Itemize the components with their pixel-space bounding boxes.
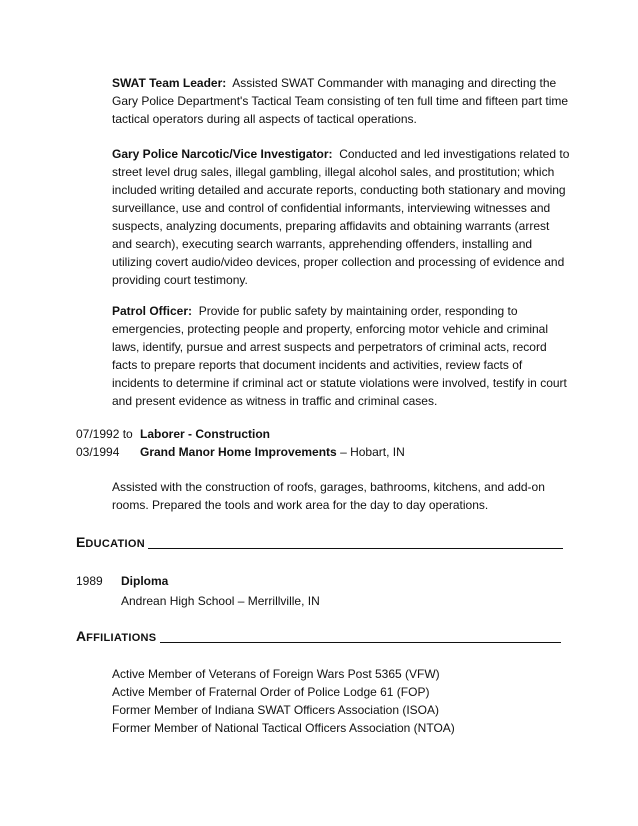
swat-text: Assisted SWAT Commander with managing and directing the Gary Police Department's Tactical Team consisting of ten full time and fifteen part time tactical operators during all aspects of tactical operations. [112,76,569,126]
patrol-text: Provide for public safety by maintaining order, responding to emergencies, protecting people and property, enforcing motor vehicle and criminal laws, identify, pursue and arrest suspects and perpetrators of criminal acts, record facts to prepare reports that document incidents and activities, review facts of incidents to determine if criminal act or statute violations were involved, testify in court and present evidence as witness in traffic and criminal cases. [112,304,567,408]
affiliations-rule [160,642,561,643]
patrol-title: Patrol Officer: [112,304,193,318]
affiliations-heading [76,628,156,644]
laborer-company: Grand Manor Home Improvements [140,445,337,459]
narcotics-title: Gary Police Narcotic/Vice Investigator: [112,147,333,161]
education-rule [148,548,563,549]
patrol-paragraph [112,302,572,410]
affiliation-item: Former Member of Indiana SWAT Officers Association (ISOA) [112,703,439,717]
laborer-text: Assisted with the construction of roofs, garages, bathrooms, kitchens, and add-on rooms. Prepared the tools and work area for the day to day operations. [112,480,545,512]
laborer-location: – Hobart, IN [340,445,405,459]
affiliation-item: Active Member of Fraternal Order of Police Lodge 61 (FOP) [112,685,430,699]
narcotics-paragraph [112,145,572,289]
laborer-date-end: 03/1994 [76,445,120,459]
swat-title: SWAT Team Leader: [112,76,227,90]
education-heading-rest: DUCATION [85,538,145,550]
education-degree: Diploma [121,574,169,588]
affiliation-item: Former Member of National Tactical Officers Association (NTOA) [112,721,455,735]
affiliations-heading-initial: A [76,628,87,644]
laborer-paragraph [112,478,552,514]
affiliations-heading-rest: FFILIATIONS [86,632,157,644]
education-school: Andrean High School – Merrillville, IN [121,594,320,608]
laborer-employer [140,443,405,461]
education-year: 1989 [76,574,103,588]
affiliation-item: Active Member of Veterans of Foreign Wars Post 5365 (VFW) [112,667,440,681]
laborer-title: Laborer - Construction [140,427,271,441]
education-heading-initial: E [76,534,86,550]
narcotics-text: Conducted and led investigations related to street level drug sales, illegal gambling, illegal alcohol sales, and prostitution; which included writing detailed and accurate reports, conducting both stationary and moving surveillance, use and control of confidential informants, interviewing witnesses and suspects, analyzing documents, preparing affidavits and obtaining warrants (arrest and search), executing search warrants, apprehending offenders, installing and utilizing covert audio/video devices, proper collection and processing of evidence and providing court testimony. [112,147,570,287]
swat-paragraph [112,74,572,128]
affiliations-list [112,665,455,737]
education-heading [76,534,145,550]
laborer-date-start: 07/1992 to [76,427,133,441]
